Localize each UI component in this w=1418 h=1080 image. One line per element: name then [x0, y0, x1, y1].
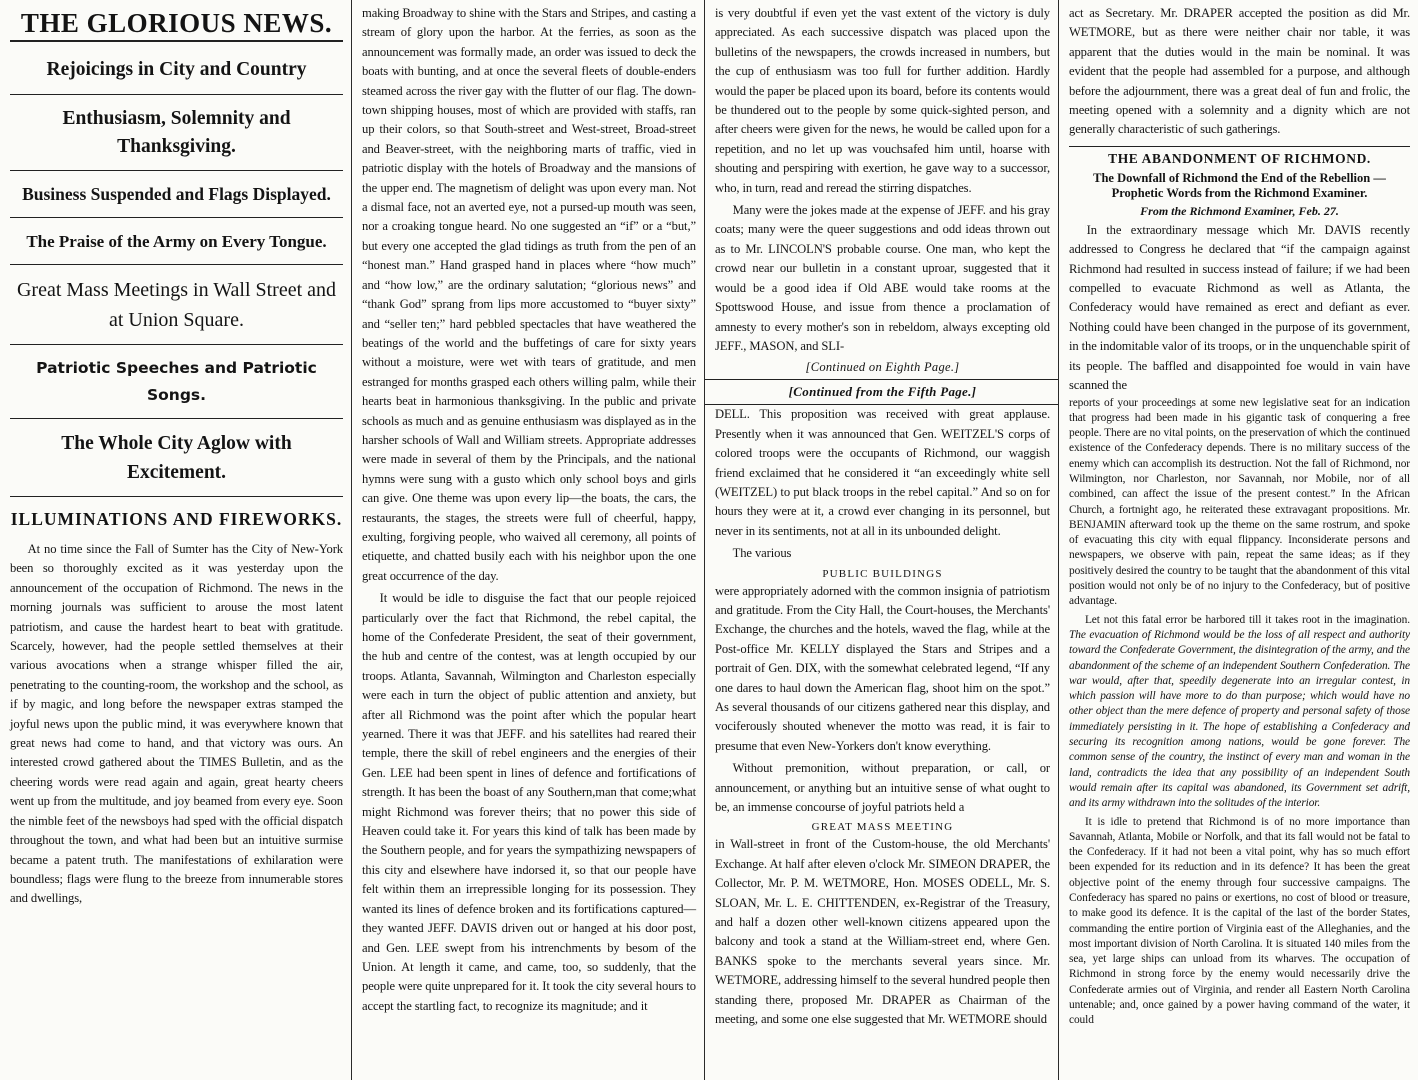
paragraph-lead: Let not this fatal error be harbored till it takes root in the imagination.	[1084, 613, 1410, 626]
deck-block-5	[10, 265, 343, 345]
section-title: THE ABANDONMENT OF RICHMOND.	[1069, 146, 1410, 167]
paragraph: Many were the jokes made at the expense of JEFF. and his gray coats; many were the queer suggestions and odd ideas thrown out as to Mr. LINCOLN'S probable course. One man, who kept the crowd near our bulletin in a constant uproar, suggested that it would be a good idea if Old ABE would take rooms at the Spottswood House, and issue from thence a proclamation of amnesty to every mother's son in rebeldom, always excepting old JEFF., MASON, and SLI-	[715, 203, 1050, 353]
continued-from-notice: [Continued from the Fifth Page.]	[788, 384, 977, 400]
article-body-dense	[1069, 396, 1410, 1029]
deck-block-6	[10, 345, 343, 419]
paragraph: The various	[732, 546, 792, 561]
subhead-mass-meeting: GREAT MASS MEETING	[811, 821, 954, 834]
deck-headline: Rejoicings in City and Country	[46, 59, 307, 80]
paragraph	[1069, 613, 1410, 812]
article-body	[715, 4, 1050, 356]
column-1	[0, 0, 352, 1080]
deck-headline: The Whole City Aglow with Excitement.	[61, 433, 292, 483]
article-body	[1069, 221, 1410, 396]
paragraph: DELL. This proposition was received with great applause. Presently when it was announced that Gen. WEITZEL'S corps of colored troops were the occupants of Richmond, our waggish friend exclaimed that he considered it “an exceedingly white sell (WEITZEL) to put black troops in the rebel capital.” And so on for hours they were at it, a crowd ever changing in its personnel, but never in its sentiments, not at all in its unbounded delight.	[715, 407, 1050, 538]
paragraph: At no time since the Fall of Sumter has the City of New-York been so thoroughly excited as it was yesterday upon the announcement of the occupation of Richmond. The news in the morning journals was sufficient to arouse the most latent patriotism, and cause the hardest heart to beat with gratitude. Scarcely, however, had the people settled themselves at their various avocations when a strange whisper filled the air, penetrating to the counting-room, the workshop and the school, as if by magic, and long before the newspaper extras stamped the joyful news upon the public mind, it was everywhere known that great news had come to hand, and that victory was ours. An interested crowd gathered about the TIMES Bulletin, and as the cheering words were read again and again, great hearty cheers went up from the multitude, and joy beamed from every eye. Soon the nimble feet of the newsboys had sped with the official dispatch throughout the town, and what had been but an intuitive surmise became a patent truth. The manifestations of exhilaration were boundless; flags were flung to the breeze from innumerable stores and dwellings,	[10, 542, 343, 906]
column-3	[705, 0, 1059, 1080]
deck-headline: The Praise of the Army on Every Tongue.	[26, 232, 327, 251]
article-body	[715, 405, 1050, 563]
italic-passage: The evacuation of Richmond would be the loss of all respect and authority toward the Confederate Government, the disintegration of the army, and the abandonment of the scheme of an independent Southern Confederation. The war would, after that, speedily degenerate into an irregular contest, in which passion will have more to do than purpose; which would have no other object than the mere defence of property and personal safety of those immediately persisting in it. The hope of establishing a Confederacy and securing its recognition among nations, would be gone forever. The common sense of the country, the instinct of every man and woman in the land, contradicts the idea that any possibility of an independent South would remain after its capital was abandoned, its Government set adrift, and its army withdrawn into the solitudes of the interior.	[1069, 628, 1410, 810]
paragraph: act as Secretary. Mr. DRAPER accepted the position as did Mr. WETMORE, but as there were neither chair nor table, it was apparent that the duties would in the main be nominal. It was evident that the people had assembled for a purpose, and although before the adjournment, there was a great deal of fun and frolic, the meeting opened with a solemnity and a dignity which are not generally characteristic of such gatherings.	[1069, 6, 1410, 137]
paragraph: making Broadway to shine with the Stars and Stripes, and casting a stream of glory upon the harbor. At the ferries, as soon as the announcement was formally made, an order was issued to deck the boats with bunting, and at once the several fleets of double-enders steamed across the river gay with the flutter of our flag. The down-town shipping houses, most of which are provided with staffs, ran up their colors, so that South-street and West-street, Broad-street and Beaver-street, with the neighboring marts of traffic, vied in patriotic display with the hotels of Broadway and the mansions of the upper end. The magnetism of delight was upon every man. Not a dismal face, not an averted eye, not a pursed-up mouth was seen, nor a croaking tongue heard. No one suggested an “if” or a “but,” but every one accepted the glad tidings as truth from the pen of an “honest man.” Hand grasped hand in places where “how much” and “how low,” are the ordinary salutation; “glorious news” and “thank God” sprang from lips more accustomed to “buyer sixty” and “seller ten;” hard pebbled spectacles that have weathered the beatings of the world and the buffetings of care for sixty years without a moisture, were wet with tears of gratitude, and men estranged for months grasped each others willing palm, while their hearts beat in harmonious thanksgiving. In the public and private schools as much and as genuine enthusiasm was displayed as in the harsher schools of Wall and William streets. Appropriate addresses were made in several of them by the Principals, and the national hymns were sung with a gusto which only school boys and girls can give. One theme was upon every lip—the boats, the cars, the restaurants, the stages, the streets were full of cheerful, happy, exulting, forgiving people, who waived all ceremony, all points of etiquette, and chatted busily each with his neighbor upon the one great occurrence of the day.	[362, 6, 696, 583]
deck-block-3	[10, 171, 343, 218]
article-body	[1069, 4, 1410, 140]
deck-block-7	[10, 419, 343, 497]
paragraph: in Wall-street in front of the Custom-house, the old Merchants' Exchange. At half after eleven o'clock Mr. SIMEON DRAPER, the Collector, Mr. P. M. WETMORE, Hon. MOSES ODELL, Mr. S. SLOAN, Mr. L. E. CHITTENDEN, ex-Registrar of the Treasury, and half a dozen other well-known citizens appeared upon the balcony and took a stand at the William-street end, where Gen. BANKS spoke to the merchants several years since. Mr. WETMORE, addressing himself to the several hundred people then standing there, proposed Mr. DRAPER as Chairman of the meeting, and some one else suggested that Mr. WETMORE should	[715, 837, 1050, 1027]
paragraph: reports of your proceedings at some new legislative seat for an indication that progress had been made in his gigantic task of conquering a free people. There are no vital points, on the preservation of which the continued existence of the Confederacy depends. There is no military success of the enemy which can accomplish its destruction. Not the fall of Richmond, nor Wilmington, nor Charleston, nor Savannah, nor Mobile, nor of all combined, can affect the issue of the present contest.” In the African Church, a fortnight ago, he reiterated these extravagant propositions. Mr. BENJAMIN afterward took up the theme on the same rostrum, and spoke of evacuating this city with equal flippancy. Inconsiderate persons and newspapers, we observe with pain, repeat the same ideas; as if they positively desired the country to be taught that the abandonment of this vital position would not only be of no injury to the Confederacy, but of positive advantage.	[1069, 396, 1410, 608]
deck-block-2	[10, 95, 343, 171]
section-deck: The Downfall of Richmond the End of the Rebellion — Prophetic Words from the Richmond Examiner.	[1093, 170, 1386, 200]
article-body	[715, 582, 1050, 818]
deck-headline: Patriotic Speeches and Patriotic Songs.	[36, 359, 317, 404]
column-4	[1059, 0, 1418, 1080]
main-headline: THE GLORIOUS NEWS.	[20, 8, 333, 38]
article-body	[10, 540, 343, 909]
paragraph: In the extraordinary message which Mr. DAVIS recently addressed to Congress he declared that “if the campaign against Richmond had resulted in success instead of failure; if we had been compelled to evacuate Richmond as well as Atlanta, the Confederacy would have remained as erect and defiant as ever. Nothing could have been changed in the purpose of its government, in the indomitable valor of its troops, or in the unquenchable spirit of its people. The baffled and disappointed foe would in vain have scanned the	[1069, 222, 1410, 393]
column-divider	[705, 379, 1058, 380]
deck-headline: Great Mass Meetings in Wall Street and at Union Square.	[16, 279, 337, 331]
article-body	[715, 835, 1050, 1029]
deck-block-1	[10, 40, 343, 95]
continued-on-notice: [Continued on Eighth Page.]	[805, 360, 960, 375]
deck-headline: Enthusiasm, Solemnity and Thanksgiving.	[62, 108, 291, 157]
paragraph: Without premonition, without preparation, or call, or announcement, or anything but an intuitive sense of what ought to be, an immense concourse of joyful patriots held a	[715, 761, 1050, 815]
dateline: From the Richmond Examiner, Feb. 27.	[1140, 203, 1339, 218]
deck-headline: Business Suspended and Flags Displayed.	[22, 184, 331, 204]
paragraph: It would be idle to disguise the fact that our people rejoiced particularly over the fact that Richmond, the rebel capital, the home of the Confederate President, the seat of their government, the hub and centre of the contest, was at length occupied by our troops. Atlanta, Savannah, Wilmington and Charleston especially were each in turn the object of public attention and anxiety, but after all Richmond was the point after which the popular heart yearned. There it was that JEFF. and his satellites had reared their temple, there the skill of rebel engineers and the energies of their Gen. LEE had been spent in lines of defence and fortifications of strength. It has been the boast of any Southern,man that come;what might Richmond was forever theirs; that no power this side of Heaven could take it. For years this kind of talk has been made by the Southern people, and for years the sympathizing newspapers of this city and elsewhere have indorsed it, so that our people have felt within them an irrepressible longing for its possession. They wanted its lines of defence broken and its fortifications captured—they wanted JEFF. DAVIS driven out or hanged at his door post, and Gen. LEE swept from his intrenchments by besom of the Union. At length it came, and came, too, so suddenly, that the people were quite unprepared for it. It took the city several hours to accept the startling fact, to recognize its magnitude; and it	[362, 591, 696, 1013]
deck-headline: ILLUMINATIONS AND FIREWORKS.	[10, 509, 343, 529]
paragraph: were appropriately adorned with the common insignia of patriotism and gratitude. From the City Hall, the Court-houses, the Merchants' Exchange, the churches and the hotels, waved the flag, while at the Post-office Mr. KELLY displayed the Stars and Stripes and a portrait of Gen. DIX, with the somewhat celebrated legend, “If any one dares to haul down the American flag, shoot him on the spot.” As several thousands of our citizens gathered near this display, and vociferously shouted whenever the motto was read, it is fair to presume that even New-Yorkers don't know everything.	[715, 583, 1050, 753]
subhead-public-buildings: PUBLIC BUILDINGS	[822, 567, 943, 580]
paragraph: It is idle to pretend that Richmond is of no more importance than Savannah, Atlanta, Mobile or Norfolk, and that its fall would not be fatal to the Confederacy. If it had not been a vital point, why has so much effort been expended for its reduction and in its defence? It has been the great objective point of the enemy through four successive campaigns. The Confederacy has spared no pains or exertions, no cost of blood or treasure, to make good its defence. It is the capital of the last of the border States, commanding the entire portion of Virginia east of the Alleghanies, and the most important division of North Carolina. It is situated 140 miles from the sea, yet large ships can unload from its wharves. The occupation of Richmond in strong force by the enemy would necessarily drive the Confederate armies out of Virginia, and render all Eastern North Carolina untenable; and, once gained by a power having command of the water, it could	[1069, 815, 1410, 1027]
column-2	[352, 0, 705, 1080]
paragraph: is very doubtful if even yet the vast extent of the victory is duly appreciated. As each successive dispatch was placed upon the bulletins of the newspapers, the crowds increased in numbers, but the cup of enthusiasm was too full for further addition. Hardly would the paper be placed upon its board, before its contents would be thundered out to the people by some quick-sighted person, and after cheers were given for the news, he would be called upon for a repetition, and no let up was vouchsafed him until, hoarse with shouting and perspiring with exertion, he gave way to a successor, who, in turn, read and reread the stirring dispatches.	[715, 6, 1050, 195]
deck-block-8	[10, 497, 343, 540]
deck-block-4	[10, 218, 343, 265]
